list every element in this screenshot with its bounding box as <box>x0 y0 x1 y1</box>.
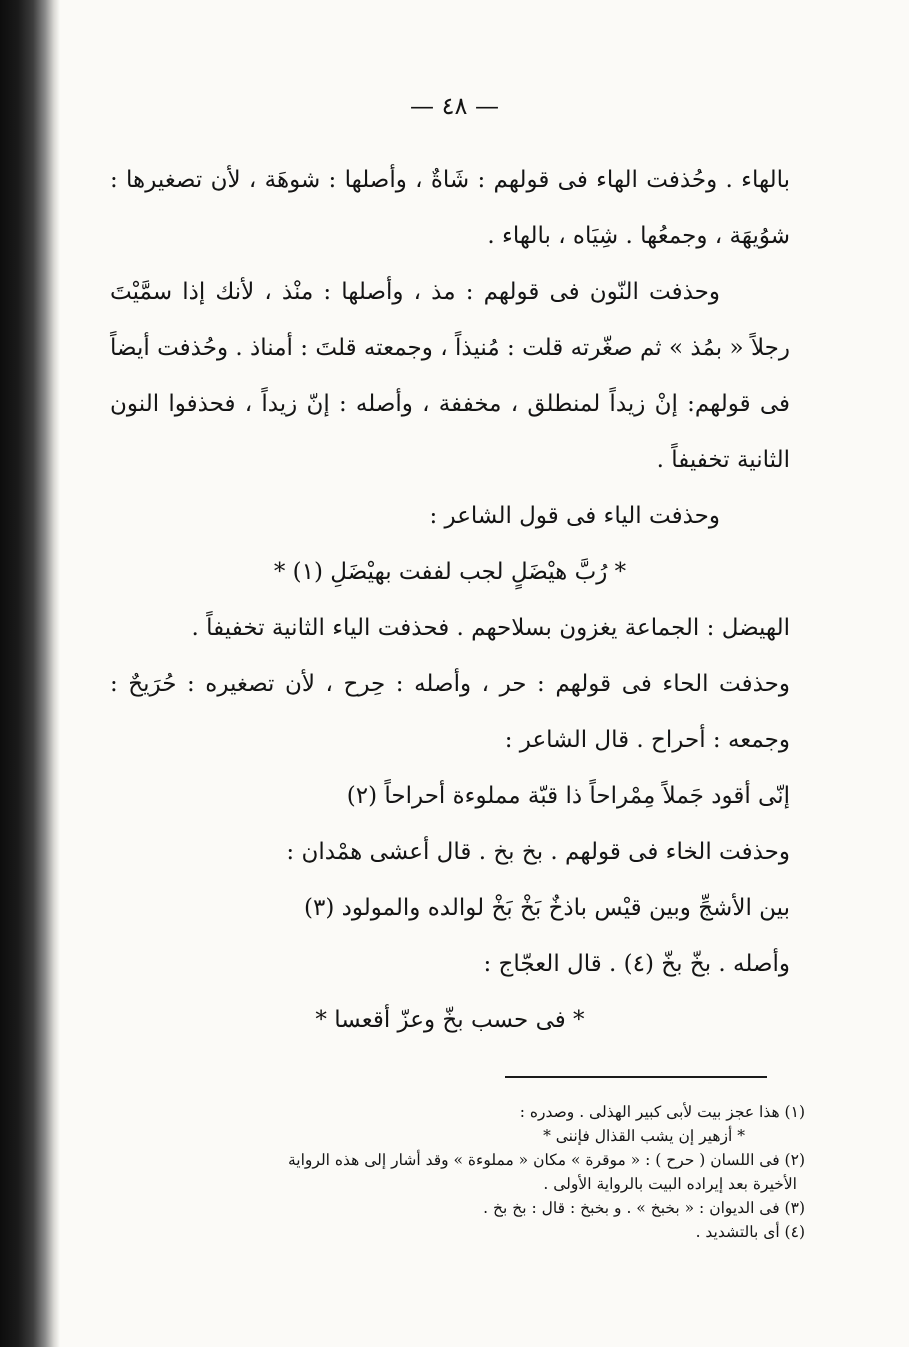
paragraph: وحذفت الحاء فى قولهم : حر ، وأصله : حِرح ، لأن تصغيره : حُرَيحٌ : وجمعه : أحراح . قال الشاعر : <box>110 671 790 753</box>
page-number: — ٤٨ — <box>409 92 500 120</box>
footnote: (٤) أى بالتشديد . <box>695 1223 805 1241</box>
footnote: (١) هذا عجز بيت لأبى كبير الهذلى . وصدره : <box>519 1103 805 1121</box>
footnote-continuation: الأخيرة بعد إيراده البيت بالرواية الأولى . <box>543 1175 797 1193</box>
paragraph: وأصله . بخّ بخّ (٤) . قال العجّاج : <box>483 951 790 977</box>
paragraph: الهيضل : الجماعة يغزون بسلاحهم . فحذفت الياء الثانية تخفيفاً . <box>191 615 790 641</box>
verse-line: إنّى أقود جَملاً مِمْراحاً ذا قبّة مملوءة أحراحاً (٢) <box>346 783 790 809</box>
verse-line: * فى حسب بخّ وعزّ أقعسا * <box>315 1007 585 1033</box>
footnote: (٣) فى الديوان : « بخبخ » . و بخبخ : قال : بخ بخ . <box>483 1199 805 1217</box>
footnotes <box>95 1100 805 1244</box>
scanned-binding-edge <box>0 0 60 1347</box>
footnote-verse: * أزهير إن يشب القذال فإننى * <box>543 1127 745 1145</box>
paragraph: وحذفت الخاء فى قولهم . بخ بخ . قال أعشى همْدان : <box>286 839 790 865</box>
paragraph: وحذفت النّون فى قولهم : مذ ، وأصلها : منْذ ، لأنك إذا سمَّيْتَ رجلاً « بمُذ » ثم صغّرته قلت : مُنيذاً ، وجمعته قلتَ : أمناذ . وحُذفت أيضاً فى قولهم: إنْ زيداً لمنطلق ، مخففة ، وأصله : إنّ زيداً ، فحذفوا النون الثانية تخفيفاً . <box>110 279 790 473</box>
paragraph: وحذفت الياء فى قول الشاعر : <box>429 503 720 529</box>
main-text <box>110 152 790 1048</box>
footnote: (٢) فى اللسان ( حرح ) : « موقرة » مكان « مملوءة » وقد أشار إلى هذه الرواية <box>287 1151 805 1169</box>
verse-line: بين الأشجِّ وبين قيْس باذخٌ بَخْ بَخْ لوالده والمولود (٣) <box>303 895 790 921</box>
verse-line: * رُبَّ هيْضَلٍ لجب لففت بهيْضَلِ (١) * <box>273 559 627 585</box>
paragraph: بالهاء . وحُذفت الهاء فى قولهم : شَاةٌ ، وأصلها : شوهَة ، لأن تصغيرها : شوُيهَة ، وجمعُها . شِيَاه ، بالهاء . <box>110 167 790 249</box>
footnote-divider <box>505 1076 767 1078</box>
